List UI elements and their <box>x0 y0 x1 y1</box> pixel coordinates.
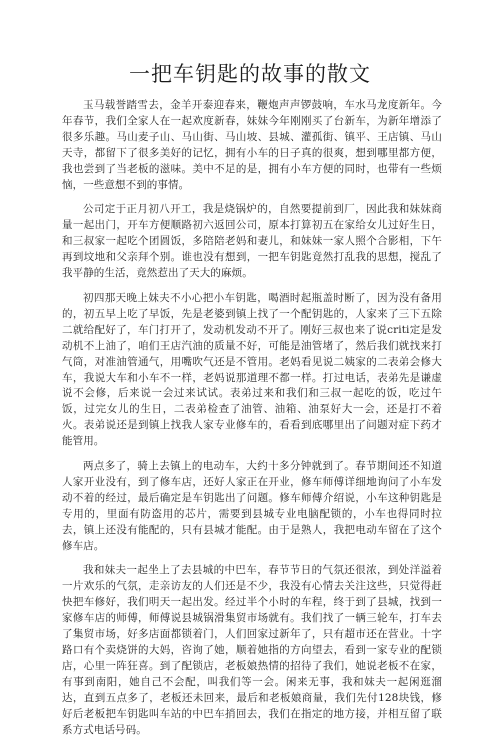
paragraph-4: 两点多了，骑上去镇上的电动车，大约十多分钟就到了。春节期间还不知道人家开业没有，到了修车店，还好人家正在开业，修车师傅详细地询问了小车发动不着的经过，最后确定是车钥匙出了问题。修车师傅介绍说，小车这种钥匙是专用的，里面有防盗用的芯片，需要到县城专业电脑配锁的，小车也得同时拉去，镇上还没有能配的，只有县城才能配。由于是熟人，我把电动车留在了这个修车店。 <box>62 460 442 552</box>
paragraph-2: 公司定于正月初八开工，我是烧锅炉的，自然要提前到厂，因此我和妹妹商量一起出门，开车方便顺路初六返回公司，原本打算初五在家给女儿过好生日，和三叔家一起吃个团圆饭，多陪陪老妈和妻儿，和妹妹一家人照个合影相，下午再到坟地和父亲拜个别。谁也没有想到，一把车钥匙竟然打乱我的思想，搅乱了我平静的生活，竟然惹出了天大的麻烦。 <box>62 203 442 280</box>
page-title: 一把车钥匙的故事的散文 <box>129 62 371 86</box>
article-body <box>62 98 442 747</box>
paragraph-1: 玉马载誉踏雪去，金羊开泰迎春来，鞭炮声声锣鼓响，车水马龙度新年。今年春节，我们全家人在一起欢度新春，妹妹今年刚刚买了台新车，为新年增添了很多乐趣。马山麦子山、马山街、马山坡、县城、灌孤街、镇平、王店镇、马山天寺，都留下了很多美好的记忆，拥有小车的日子真的很爽，想到哪里都方便，我也尝到了当老板的滋味。美中不足的是，拥有小车方便的同时，也带有一些烦恼，一些意想不到的事情。 <box>62 99 442 191</box>
paragraph-5: 我和妹夫一起坐上了去县城的中巴车，春节节日的气氛还很浓，到处洋溢着一片欢乐的气氛，走亲访友的人们还是不少，我没有心情去关注这些，只觉得赶快把车修好，我们明天一起出发。经过半个小时的车程，终于到了县城，找到一家修车店的师傅，师傅说县城锅滑集贸市场就有。我们找了一辆三轮车，打车去了集贸市场，好多店面都锁着门，人们回家过新年了，只有超市还在营业。十字路口有个卖烧饼的大妈，咨询了她，顺着她指的方向望去，看到一家专业的配锁店，心里一阵狂喜。到了配锁店，老板娘热情的招待了我们，她说老板不在家，有事到南阳，她自己不会配，叫我们等一会。闲来无事，我和妹夫一起闲逛溜达，直到五点多了，老板还未回来，最后和老板娘商量，我们先付128块钱，修好后老板把车钥匙叫车站的中巴车捎回去，我们在指定的地方接，并相互留了联系方式电话号码。 <box>62 564 442 736</box>
paragraph-3: 初四那天晚上妹夫不小心把小车钥匙，喝酒时起瓶盖时断了，因为没有备用的，初五早上吃了早饭，先是老婆到镇上找了一个配钥匙的，人家来了三下五除二就给配好了，车门打开了，发动机发动不开了。刚好三叔也来了说criti定是发动机不上油了，咱们王店汽油的质量不好，可能是油管堵了，然后我们就找来打气筒，对准油管通气，用嘴吹气还是不管用。老妈看见说二姨家的二表弟会修大车，我说大车和小车不一样，老妈说那道理不都一样。打过电话，表弟先是谦虚说不会修，后来说一会过来试试。表弟过来和我们和三叔一起吃的饭，吃过午饭，过完女儿的生日，二表弟检查了油管、油箱、油泵好大一会，还是打不着火。表弟说还是到镇上找我人家专业修车的，看看到底哪里出了问题对症下药才能管用。 <box>62 291 442 448</box>
